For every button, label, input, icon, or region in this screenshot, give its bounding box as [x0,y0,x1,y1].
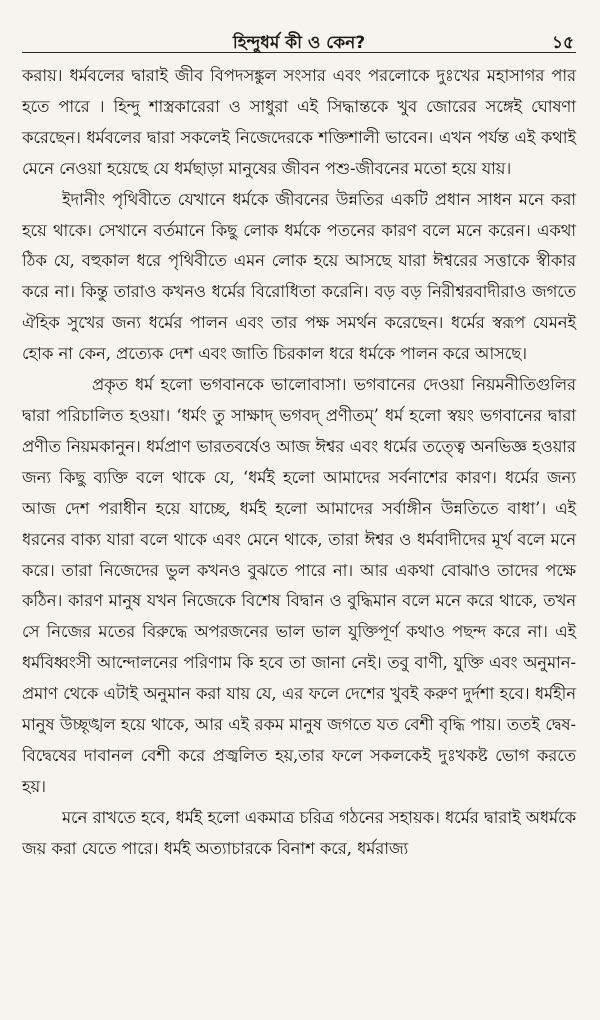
paragraph: প্রকৃত ধর্ম হলো ভগবানকে ভালোবাসা। ভগবানের দেওয়া নিয়মনীতিগুলির দ্বারা পরিচালিত হওয়া। ‘ধর্মং তু সাক্ষাদ্ ভগবদ্ প্রণীতম্’ ধর্ম হলো স্বয়ং ভগবানের দ্বারা প্রণীত নিয়মকানুন। ধর্মপ্রাণ ভারতবর্ষেও আজ ঈশ্বর এবং ধর্মের তত্ত্বে অনভিজ্ঞ হওয়ার জন্য কিছু ব্যক্তি বলে থাকে যে, ‘ধর্মই হলো আমাদের সর্বনাশের কারণ। ধর্মের জন্য আজ দেশ পরাধীন হয়ে যাচ্ছে, ধর্মই হলো আমাদের সর্বাঙ্গীন উন্নতিতে বাধা’। এই ধরনের বাক্য যারা বলে থাকে এবং মেনে থাকে, তারা ঈশ্বর ও ধর্মবাদীদের মূর্খ বলে মনে করে। তারা নিজেদের ভুল কখনও বুঝতে পারে না। আর একথা বোঝাও তাদের পক্ষে কঠিন। কারণ মানুষ যখন নিজেকে বিশেষ বিদ্বান ও বুদ্ধিমান বলে মনে করে থাকে, তখন সে নিজের মতের বিরুদ্ধে অপরজনের ভাল ভাল যুক্তিপূর্ণ কথাও পছন্দ করে না। এই ধর্মবিধ্বংসী আন্দোলনের পরিণাম কি হবে তা জানা নেই। তবু বাণী, যুক্তি এবং অনুমান-প্রমাণ থেকে এটাই অনুমান করা যায় যে, এর ফলে দেশের খুবই করুণ দুর্দশা হবে। ধর্মহীন মানুষ উচ্ছৃঙ্খল হয়ে থাকে, আর এই রকম মানুষ জগতে যত বেশী বৃদ্ধি পায়। ততই দ্বেষ-বিদ্বেষের দাবানল বেশী করে প্রজ্বলিত হয়,তার ফলে সকলকেই দুঃখকষ্ট ভোগ করতে হয়। [22,375,576,796]
page-number: ১৫ [551,33,574,53]
paragraph: ইদানীং পৃথিবীতে যেখানে ধর্মকে জীবনের উন্নতির একটি প্রধান সাধন মনে করা হয়ে থাকে। সেখানে বর্তমানে কিছু লোক ধর্মকে পতনের কারণ বলে মনে করেন। একথা ঠিক যে, বহুকাল ধরে পৃথিবীতে এমন লোক হয়ে আসছে যারা ঈশ্বরের সত্তাকে স্বীকার করে না। কিন্তু তারাও কখনও ধর্মের বিরোধিতা করেনি। বড় বড় নিরীশ্বরবাদীরাও জগতে ঐহিক সুখের জন্য ধর্মের পালন এবং তার পক্ষ সমর্থন করেছেন। ধর্মের স্বরূপ যেমনই হোক না কেন, প্রত্যেক দেশ এবং জাতি চিরকাল ধরে ধর্মকে পালন করে আসছে। [22,189,576,364]
running-title: হিন্দুধর্ম কী ও কেন? [232,33,366,53]
paragraph: করায়। ধর্মবলের দ্বারাই জীব বিপদসঙ্কুল সংসার এবং পরলোকে দুঃখের মহাসাগর পার হতে পারে । হিন্দু শাস্ত্রকারেরা ও সাধুরা এই সিদ্ধান্তকে খুব জোরের সঙ্গেই ঘোষণা করেছেন। ধর্মবলের দ্বারা সকলেই নিজেদেরকে শক্তিশালী ভাবেন। এখন পর্যন্ত এই কথাই মেনে নেওয়া হয়েছে যে ধর্মছাড়া মানুষের জীবন পশু-জীবনের মতো হয়ে যায়। [22,66,576,178]
paragraph: মনে রাখতে হবে, ধর্মই হলো একমাত্র চরিত্র গঠনের সহায়ক। ধর্মের দ্বারাই অধর্মকে জয় করা যেতে পারে। ধর্মই অত্যাচারকে বিনাশ করে, ধর্মরাজ্য [22,807,576,858]
page-header [22,30,576,53]
body-text [22,61,576,865]
